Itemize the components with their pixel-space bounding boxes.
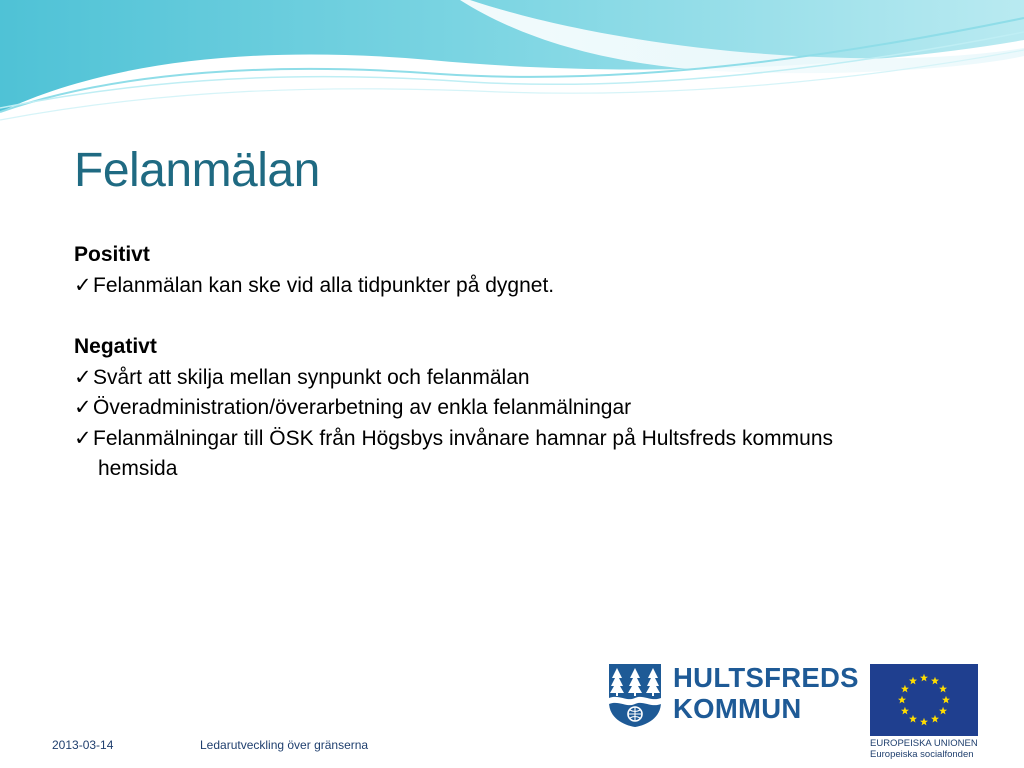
negative-item-continuation: hemsida [98,457,178,480]
eu-caption [870,738,978,760]
footer-title: Ledarutveckling över gränserna [200,738,369,752]
positive-item-text: Felanmälan kan ske vid alla tidpunkter på dygnet. [93,273,555,297]
eu-caption-line2: Europeiska socialfonden [870,749,974,760]
negative-item-text: Felanmälningar till ÖSK från Högsbys invånare hamnar på Hultsfreds kommuns [93,426,833,450]
checkmark-icon: ✓ [74,396,92,419]
hultsfred-logo [607,662,857,728]
checkmark-icon: ✓ [74,273,92,297]
negative-item-text: Överadministration/överarbetning av enkla felanmälningar [93,396,632,419]
eu-flag-icon [870,664,978,736]
header-wave-decoration [0,0,1024,130]
list-item [74,393,954,424]
negative-heading: Negativt [74,335,157,358]
list-item [74,271,954,302]
hultsfred-coat-of-arms-icon [607,662,663,728]
list-item [74,363,954,394]
hultsfred-wordmark-line1: HULTSFREDS [673,662,859,693]
list-item [74,424,954,455]
checkmark-icon: ✓ [74,365,92,389]
positive-heading: Positivt [74,243,150,266]
hultsfred-wordmark-line2: KOMMUN [673,693,802,724]
negative-item-text: Svårt att skilja mellan synpunkt och felanmälan [93,365,530,389]
slide-body [74,240,954,485]
slide-title: Felanmälan [74,144,320,197]
checkmark-icon: ✓ [74,426,92,450]
hultsfred-wordmark [673,662,859,724]
spacer [74,301,954,332]
footer-date: 2013-03-14 [52,738,114,752]
eu-caption-line1: EUROPEISKA UNIONEN [870,738,978,749]
